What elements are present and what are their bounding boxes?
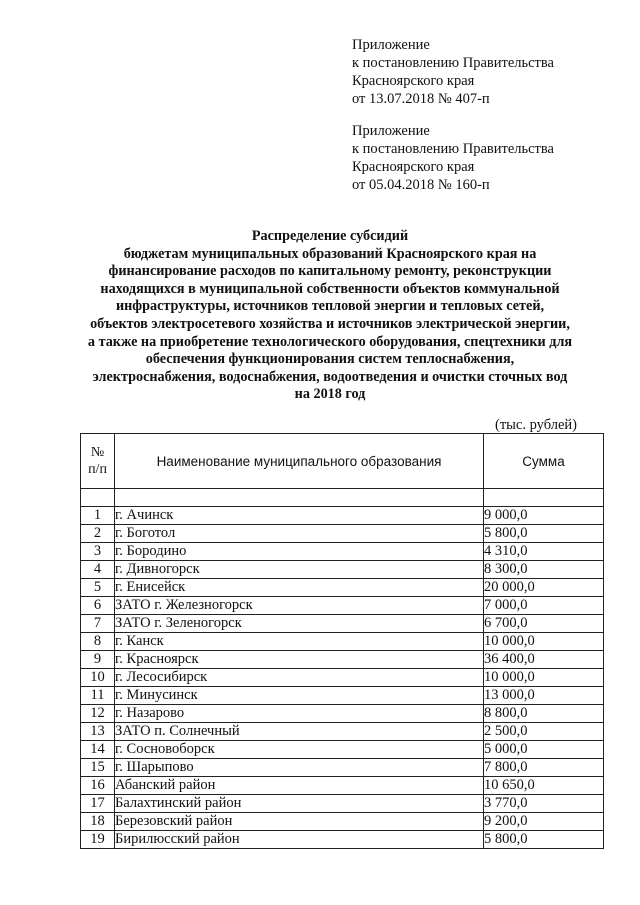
row-sum: 13 000,0	[484, 687, 604, 705]
row-name: ЗАТО г. Зеленогорск	[115, 615, 484, 633]
row-sum: 9 000,0	[484, 507, 604, 525]
title-line: обеспечения функционирования систем теплоснабжения,	[145, 351, 515, 368]
row-number: 12	[81, 705, 115, 723]
table-row	[81, 597, 604, 615]
appendix-2-line-4: от 05.04.2018 № 160-п	[352, 177, 490, 193]
row-sum: 36 400,0	[484, 651, 604, 669]
table-body	[81, 489, 604, 849]
row-sum: 4 310,0	[484, 543, 604, 561]
table-row	[81, 579, 604, 597]
row-sum: 3 770,0	[484, 795, 604, 813]
row-sum: 8 800,0	[484, 705, 604, 723]
document-title	[60, 228, 600, 404]
row-name: г. Лесосибирск	[115, 669, 484, 687]
row-number: 5	[81, 579, 115, 597]
title-line: Распределение субсидий	[251, 228, 409, 244]
row-name: Балахтинский район	[115, 795, 484, 813]
row-number: 1	[81, 507, 115, 525]
row-sum: 2 500,0	[484, 723, 604, 741]
table-row	[81, 525, 604, 543]
title-line: находящихся в муниципальной собственности объектов коммунальной	[100, 280, 560, 297]
appendix-2-line-2: к постановлению Правительства	[352, 141, 554, 157]
table-row	[81, 651, 604, 669]
row-name: г. Канск	[115, 633, 484, 651]
row-name: Бирилюсский район	[115, 831, 484, 849]
title-line: финансирование расходов по капитальному ремонту, реконструкции	[108, 263, 552, 280]
units-label: (тыс. рублей)	[495, 417, 577, 433]
row-number: 14	[81, 741, 115, 759]
row-number: 4	[81, 561, 115, 579]
row-name: г. Ачинск	[115, 507, 484, 525]
row-name: г. Дивногорск	[115, 561, 484, 579]
row-number: 8	[81, 633, 115, 651]
row-number: 11	[81, 687, 115, 705]
row-name: ЗАТО г. Железногорск	[115, 597, 484, 615]
appendix-block-1	[352, 36, 554, 108]
row-sum: 7 000,0	[484, 597, 604, 615]
row-sum: 5 800,0	[484, 831, 604, 849]
title-line: а также на приобретение технологического оборудования, спецтехники для	[87, 333, 573, 350]
title-line: бюджетам муниципальных образований Красноярского края на	[123, 245, 537, 262]
row-number: 16	[81, 777, 115, 795]
table-row	[81, 633, 604, 651]
row-sum: 20 000,0	[484, 579, 604, 597]
row-sum: 10 000,0	[484, 633, 604, 651]
table-header-row	[81, 434, 604, 489]
table-row	[81, 543, 604, 561]
table-row	[81, 723, 604, 741]
header-number-line-2: п/п	[88, 462, 107, 477]
appendix-2-line-1: Приложение	[352, 123, 430, 139]
row-name: Березовский район	[115, 813, 484, 831]
table-row	[81, 687, 604, 705]
row-name: г. Сосновоборск	[115, 741, 484, 759]
table-row	[81, 561, 604, 579]
row-name: ЗАТО п. Солнечный	[115, 723, 484, 741]
row-sum: 6 700,0	[484, 615, 604, 633]
row-number: 7	[81, 615, 115, 633]
table-row	[81, 813, 604, 831]
title-line: на 2018 год	[294, 386, 366, 403]
header-number	[81, 434, 115, 489]
row-sum: 7 800,0	[484, 759, 604, 777]
row-number: 19	[81, 831, 115, 849]
header-name: Наименование муниципального образования	[115, 434, 484, 489]
row-name: г. Енисейск	[115, 579, 484, 597]
appendix-1-line-3: Красноярского края	[352, 73, 475, 89]
appendix-1-line-1: Приложение	[352, 37, 430, 53]
row-number: 18	[81, 813, 115, 831]
subsidy-table	[80, 433, 604, 849]
title-line: объектов электросетевого хозяйства и источников электрической энергии,	[90, 315, 570, 332]
header-sum: Сумма	[484, 434, 604, 489]
row-sum: 10 000,0	[484, 669, 604, 687]
row-number: 13	[81, 723, 115, 741]
appendix-block-2	[352, 122, 554, 194]
row-sum: 5 800,0	[484, 525, 604, 543]
row-name: г. Боготол	[115, 525, 484, 543]
row-name: Абанский район	[115, 777, 484, 795]
row-sum: 10 650,0	[484, 777, 604, 795]
row-name: г. Назарово	[115, 705, 484, 723]
header-number-line-1: №	[90, 445, 105, 460]
row-number: 15	[81, 759, 115, 777]
row-sum: 5 000,0	[484, 741, 604, 759]
table-row	[81, 669, 604, 687]
row-sum: 8 300,0	[484, 561, 604, 579]
table-row	[81, 777, 604, 795]
table-row	[81, 795, 604, 813]
row-number: 17	[81, 795, 115, 813]
table-row	[81, 741, 604, 759]
row-number: 10	[81, 669, 115, 687]
row-sum: 9 200,0	[484, 813, 604, 831]
appendix-1-line-4: от 13.07.2018 № 407-п	[352, 91, 490, 107]
row-name: г. Красноярск	[115, 651, 484, 669]
row-number: 6	[81, 597, 115, 615]
row-name: г. Минусинск	[115, 687, 484, 705]
table-row	[81, 507, 604, 525]
table-row	[81, 615, 604, 633]
title-line: электроснабжения, водоснабжения, водоотведения и очистки сточных вод	[92, 368, 568, 385]
row-number: 2	[81, 525, 115, 543]
table-row	[81, 759, 604, 777]
table-spacer-row	[81, 489, 604, 507]
row-number: 9	[81, 651, 115, 669]
appendix-1-line-2: к постановлению Правительства	[352, 55, 554, 71]
row-number: 3	[81, 543, 115, 561]
row-name: г. Бородино	[115, 543, 484, 561]
table-row	[81, 831, 604, 849]
table-row	[81, 705, 604, 723]
row-name: г. Шарыпово	[115, 759, 484, 777]
appendix-2-line-3: Красноярского края	[352, 159, 475, 175]
title-line: инфраструктуры, источников тепловой энергии и тепловых сетей,	[115, 298, 545, 315]
